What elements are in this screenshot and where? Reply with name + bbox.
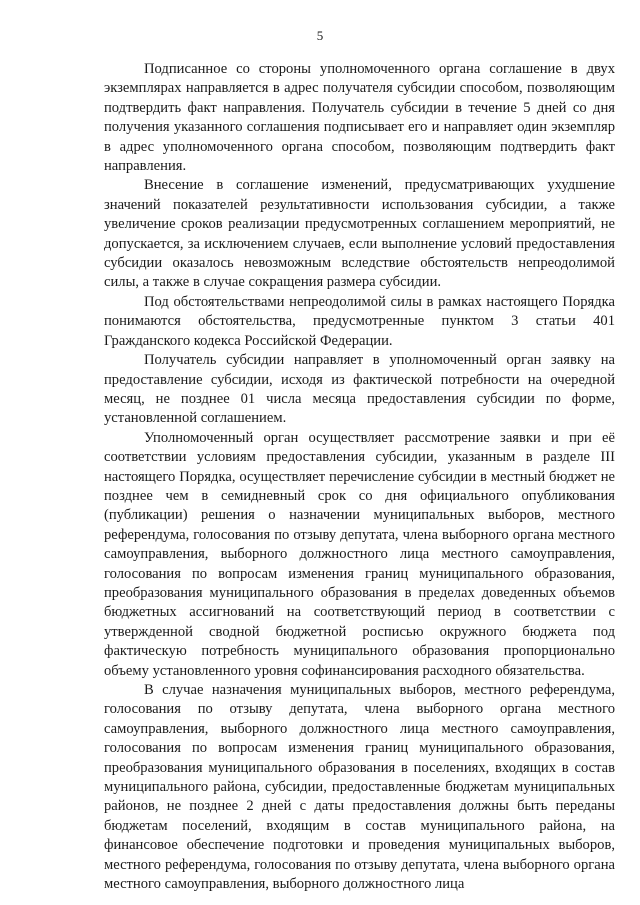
page-number: 5 — [316, 28, 324, 43]
paragraph-force-majeure: Под обстоятельствами непреодолимой силы в рамках настоящего Порядка понимаются обстоятельства, предусмотренные пунктом 3 статьи 401 Гражданского кодекса Российской Федерации. — [104, 293, 615, 349]
paragraph-municipal-elections: В случае назначения муниципальных выборов, местного референдума, голосования по отзыву депутата, члена выборного органа местного самоуправления, выборного должностного лица местного самоуправления, голосования по вопросам изменения границ муниципального образования, преобразования муниципального образования в поселениях, входящих в состав муниципального района, субсидии, предоставленные бюджетам муниципальных районов, не позднее 2 дней с даты предоставления должны быть переданы бюджетам поселений, входящим в состав муниципального района, на финансовое обеспечение подготовки и проведения муниципальных выборов, местного референдума, голосования по отзыву депутата, члена выборного органа местного самоуправления, выборного должностного лица — [104, 682, 615, 893]
paragraph-subsidy-application: Получатель субсидии направляет в уполномоченный орган заявку на предоставление субсидии, исходя из фактической потребности на очередной месяц, не позднее 01 числа месяца предоставления субсидии по форме, установленной соглашением. — [104, 352, 615, 427]
document-body — [104, 60, 615, 894]
paragraph-agreement-signing: Подписанное со стороны уполномоченного органа соглашение в двух экземплярах направляется в адрес получателя субсидии способом, позволяющим подтвердить факт направления. Получатель субсидии в течение 5 дней со дня получения указанного соглашения подписывает его и направляет один экземпляр в адрес уполномоченного органа способом, позволяющим подтвердить факт направления. — [104, 61, 615, 175]
paragraph-application-review: Уполномоченный орган осуществляет рассмотрение заявки и при её соответствии условиям предоставления субсидии, указанным в разделе III настоящего Порядка, осуществляет перечисление субсидии в местный бюджет не позднее чем в семидневный срок со дня официального опубликования (публикации) решения о назначении муниципальных выборов, местного референдума, голосования по отзыву депутата, члена выборного органа местного самоуправления, выборного должностного лица местного самоуправления, голосования по вопросам изменения границ муниципального образования, преобразования муниципального образования в пределах доведенных объемов бюджетных ассигнований на соответствующий период в соответствии с утвержденной сводной бюджетной росписью окружного бюджета под фактическую потребность муниципального образования пропорционально объему установленного уровня софинансирования расходного обязательства. — [104, 429, 615, 679]
paragraph-agreement-amendments: Внесение в соглашение изменений, предусматривающих ухудшение значений показателей результативности использования субсидии, а также увеличение сроков реализации предусмотренных соглашением мероприятий, не допускается, за исключением случаев, если выполнение условий предоставления субсидии оказалось невозможным вследствие обстоятельств непреодолимой силы, а также в случае сокращения размера субсидии. — [104, 177, 615, 291]
